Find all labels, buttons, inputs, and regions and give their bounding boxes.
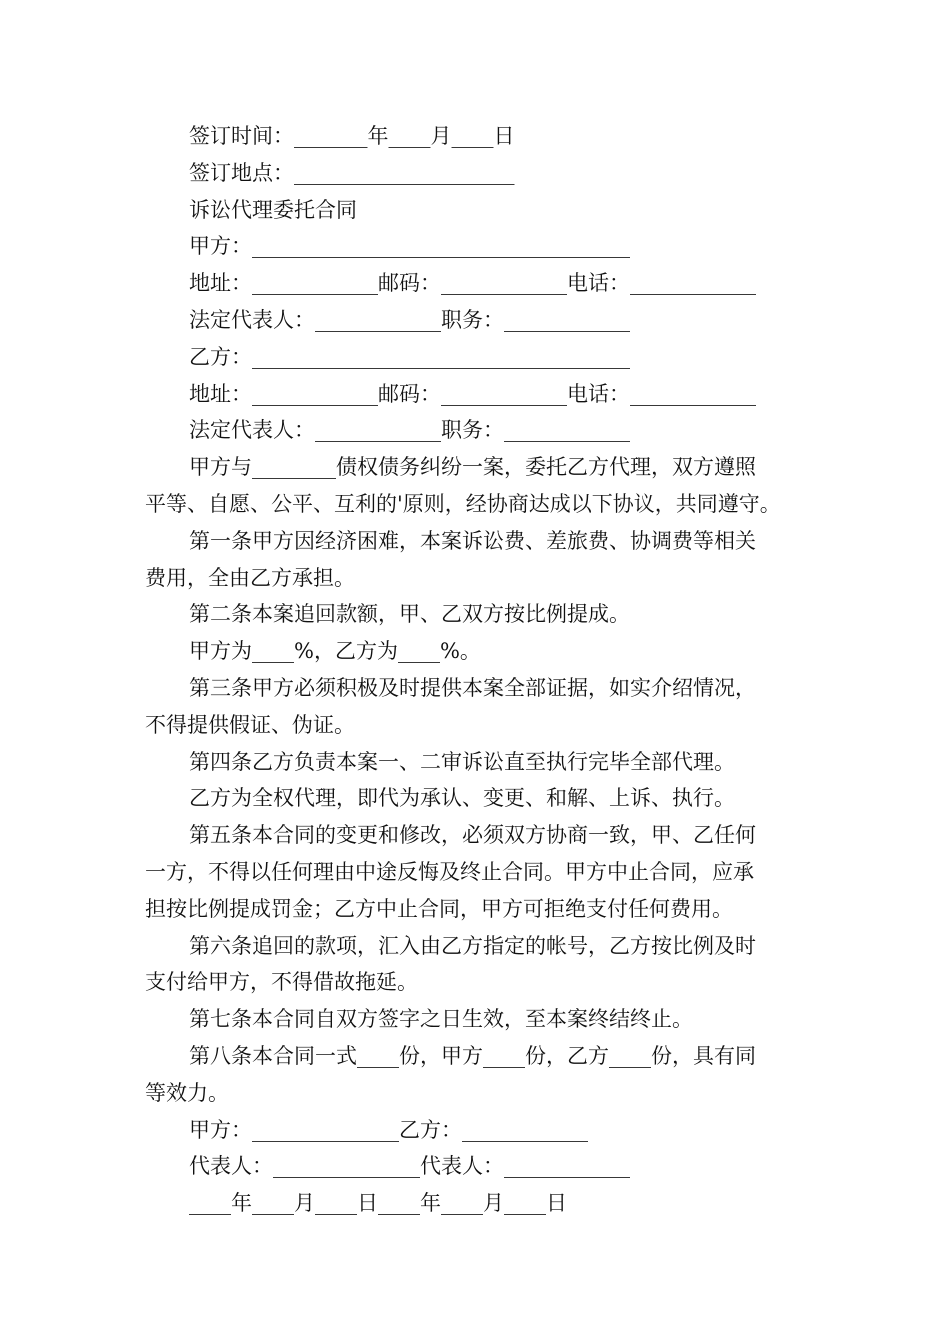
text-line: 甲方与________债权债务纠纷一案，委托乙方代理，双方遵照	[189, 455, 756, 480]
text-line: 甲方：____________________________________	[189, 234, 630, 259]
text-line: 第七条本合同自双方签字之日生效，至本案终结终止。	[189, 1007, 693, 1032]
text-line: 不得提供假证、伪证。	[145, 712, 355, 737]
text-line: 代表人：______________代表人：____________	[189, 1154, 630, 1179]
text-line: ____年____月____日____年____月____日	[189, 1191, 567, 1216]
text-line: 第五条本合同的变更和修改，必须双方协商一致，甲、乙任何	[189, 823, 756, 848]
text-line: 地址：____________邮码：____________电话：____________	[189, 381, 756, 406]
text-line: 第六条追回的款项，汇入由乙方指定的帐号，乙方按比例及时	[189, 933, 756, 958]
text-line: 签订地点：_____________________	[189, 160, 515, 185]
text-line: 第八条本合同一式____份，甲方____份，乙方____份，具有同	[189, 1043, 756, 1068]
text-line: 法定代表人：____________职务：____________	[189, 418, 630, 443]
text-line: 乙方为全权代理，即代为承认、变更、和解、上诉、执行。	[189, 786, 735, 811]
text-line: 等效力。	[145, 1080, 229, 1105]
text-line: 甲方为____%，乙方为____%。	[189, 639, 481, 664]
text-line: 签订时间：_______年____月____日	[189, 124, 515, 148]
text-line: 第二条本案追回款额，甲、乙双方按比例提成。	[189, 602, 630, 627]
text-line: 甲方：______________乙方：____________	[189, 1117, 588, 1142]
text-line: 担按比例提成罚金；乙方中止合同，甲方可拒绝支付任何费用。	[145, 896, 733, 921]
text-line: 地址：____________邮码：____________电话：____________	[189, 271, 756, 296]
text-line: 乙方：____________________________________	[189, 344, 630, 369]
text-line: 第三条甲方必须积极及时提供本案全部证据，如实介绍情况，	[189, 675, 756, 700]
text-line: 第一条甲方因经济困难，本案诉讼费、差旅费、协调费等相关	[189, 528, 756, 553]
text-line: 费用，全由乙方承担。	[145, 565, 355, 590]
contract-text	[145, 118, 813, 1222]
text-line: 第四条乙方负责本案一、二审诉讼直至执行完毕全部代理。	[189, 749, 735, 774]
text-line: 一方，不得以任何理由中途反悔及终止合同。甲方中止合同，应承	[145, 859, 754, 884]
text-line: 法定代表人：____________职务：____________	[189, 307, 630, 332]
text-line: 支付给甲方，不得借故拖延。	[145, 970, 418, 995]
text-line: 诉讼代理委托合同	[189, 197, 357, 222]
text-line: 平等、自愿、公平、互利的'原则，经协商达成以下协议，共同遵守。	[145, 491, 781, 516]
